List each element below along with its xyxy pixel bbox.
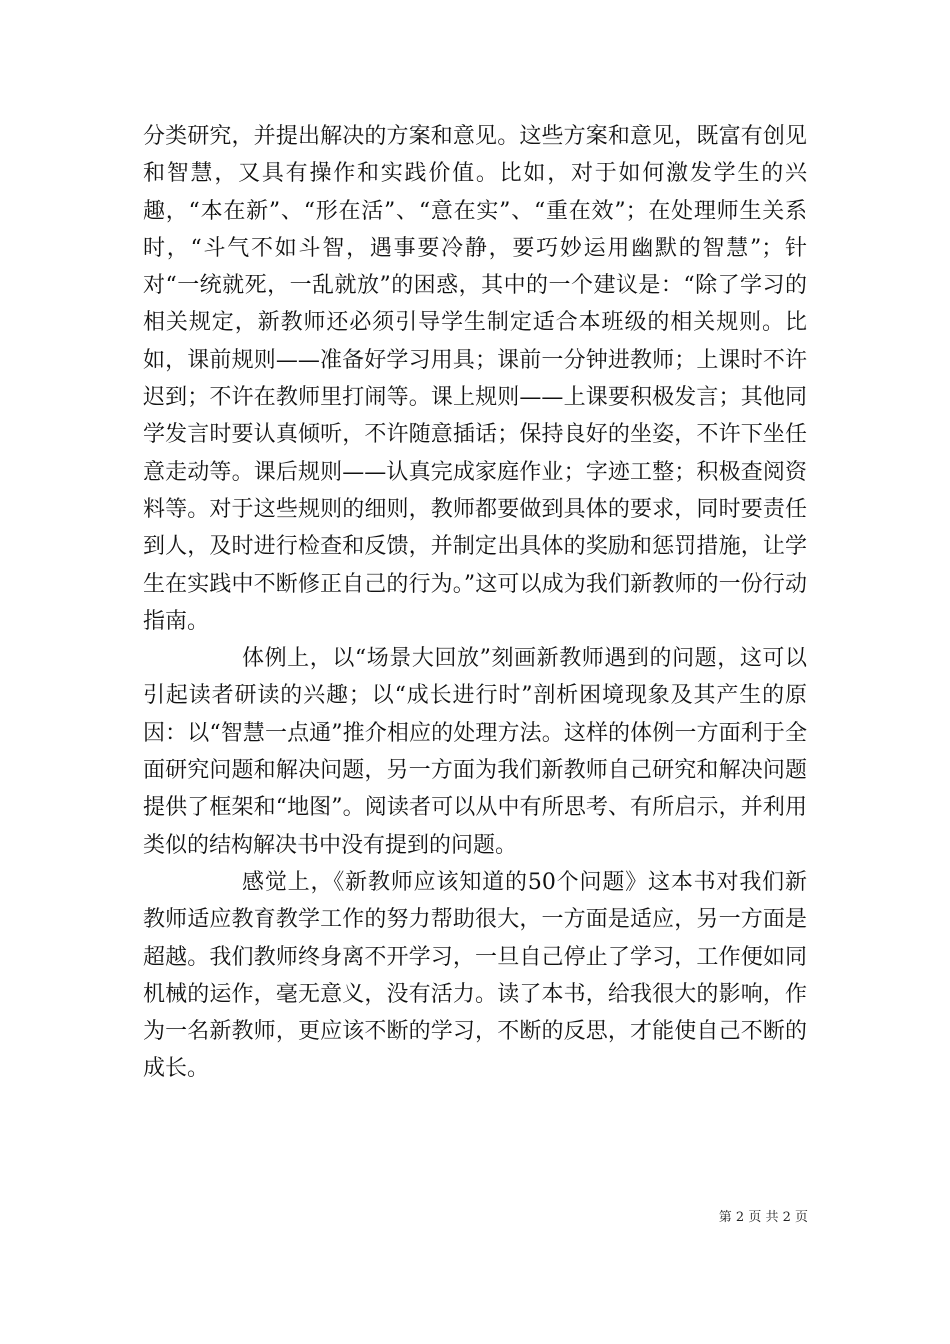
paragraph-continuation: 分类研究，并提出解决的方案和意见。这些方案和意见，既富有创见和智慧，又具有操作和实践价值。比如，对于如何激发学生的兴趣，“本在新”、“形在活”、“意在实”、“重在效”；在处理师生关系时，“斗气不如斗智，遇事要冷静，要巧妙运用幽默的智慧”；针对“一统就死，一乱就放”的困惑，其中的一个建议是：“除了学习的相关规定，新教师还必须引导学生制定适合本班级的相关规则。比如，课前规则——准备好学习用具；课前一分钟进教师；上课时不许迟到；不许在教师里打闹等。课上规则——上课要积极发言；其他同学发言时要认真倾听，不许随意插话；保持良好的坐姿，不许下坐任意走动等。课后规则——认真完成家庭作业；字迹工整；积极查阅资料等。对于这些规则的细则，教师都要做到具体的要求，同时要责任到人，及时进行检查和反馈，并制定出具体的奖励和惩罚措施，让学生在实践中不断修正自己的行为。”这可以成为我们新教师的一份行动指南。 bbox=[143, 124, 807, 634]
page-number-footer: 第 2 页 共 2 页 bbox=[718, 1210, 808, 1225]
paragraph-impression: 感觉上，《新教师应该知道的50个问题》这本书对我们新教师适应教育教学工作的努力帮助很大，一方面是适应，另一方面是超越。我们教师终身离不开学习，一旦自己停止了学习，工作便如同机械的运作，毫无意义，没有活力。读了本书，给我很大的影响，作为一名新教师，更应该不断的学习，不断的反思，才能使自己不断的成长。 bbox=[143, 869, 807, 1082]
document-body bbox=[143, 118, 807, 1088]
paragraph-format: 体例上，以“场景大回放”刻画新教师遇到的问题，这可以引起读者研读的兴趣；以“成长进行时”剖析困境现象及其产生的原因：以“智慧一点通”推介相应的处理方法。这样的体例一方面利于全面研究问题和解决问题，另一方面为我们新教师自己研究和解决问题提供了框架和“地图”。阅读者可以从中有所思考、有所启示，并利用类似的结构解决书中没有提到的问题。 bbox=[143, 646, 807, 858]
